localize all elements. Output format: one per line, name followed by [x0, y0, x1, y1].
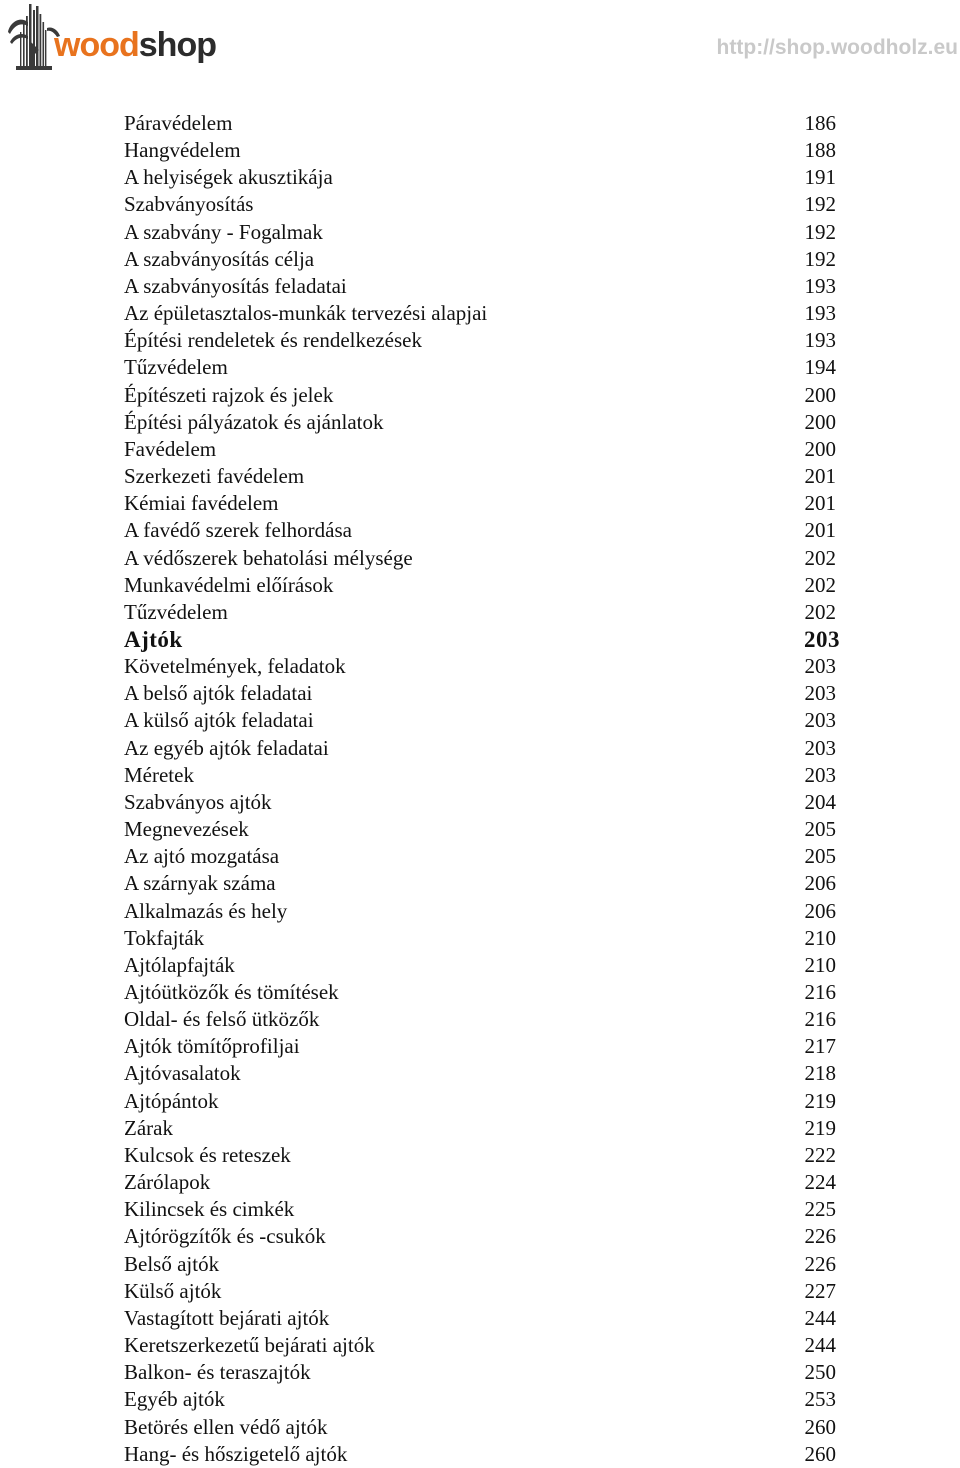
toc-entry-page-number: 203: [804, 654, 836, 679]
toc-entry-title: Építési pályázatok és ajánlatok: [124, 409, 384, 434]
toc-entry-page-number: 210: [804, 952, 836, 977]
toc-entry-page-number: 203: [804, 735, 836, 760]
toc-entry-title: Keretszerkezetű bejárati ajtók: [124, 1333, 375, 1358]
toc-entry[interactable]: [124, 1359, 840, 1386]
toc-section-heading[interactable]: [124, 626, 840, 653]
toc-entry[interactable]: [124, 816, 840, 843]
toc-entry-title: Tűzvédelem: [124, 599, 228, 624]
toc-entry-page-number: 200: [804, 436, 836, 461]
toc-entry-title: Építési rendeletek és rendelkezések: [124, 328, 422, 353]
toc-entry-title: Szerkezeti favédelem: [124, 464, 305, 489]
toc-entry-title: A helyiségek akusztikája: [124, 165, 333, 190]
toc-entry-title: Kulcsok és reteszek: [124, 1142, 291, 1167]
toc-entry-page-number: 200: [804, 409, 836, 434]
toc-entry-page-number: 216: [804, 980, 836, 1004]
toc-entry-title: Ajtólapfajták: [124, 952, 235, 977]
toc-entry-title: A favédő szerek felhordása: [124, 518, 352, 543]
toc-entry[interactable]: [124, 1006, 840, 1033]
toc-entry[interactable]: [124, 1414, 840, 1441]
toc-entry-page-number: 188: [804, 138, 836, 163]
toc-entry-title: Tokfajták: [124, 925, 205, 950]
toc-entry-page-number: 226: [804, 1224, 836, 1249]
toc-entry-title: Favédelem: [124, 436, 217, 461]
toc-entry-page-number: 201: [804, 518, 836, 543]
toc-entry[interactable]: [124, 1332, 840, 1359]
toc-entry-page-number: 222: [804, 1142, 836, 1167]
toc-entry-title: Szabványosítás: [124, 192, 254, 217]
toc-entry-page-number: 193: [804, 273, 836, 298]
toc-entry[interactable]: [124, 354, 840, 381]
toc-entry[interactable]: [124, 1386, 840, 1413]
toc-entry[interactable]: [124, 1088, 840, 1115]
toc-entry-title: Hangvédelem: [124, 138, 241, 163]
toc-entry-title: Zárólapok: [124, 1170, 211, 1195]
toc-entry-title: Külső ajtók: [124, 1278, 222, 1303]
toc-entry[interactable]: [124, 707, 840, 734]
toc-entry[interactable]: [124, 409, 840, 436]
toc-entry[interactable]: [124, 925, 840, 952]
toc-entry-title: Balkon- és teraszajtók: [124, 1360, 311, 1385]
toc-entry-title: Egyéb ajtók: [124, 1387, 225, 1412]
toc-entry-page-number: 244: [804, 1305, 836, 1330]
toc-entry[interactable]: [124, 246, 840, 273]
toc-entry-page-number: 200: [804, 382, 836, 407]
logo-wordmark: [54, 28, 216, 62]
toc-entry-page-number: 204: [804, 789, 836, 814]
toc-entry-page-number: 193: [804, 328, 836, 353]
toc-entry[interactable]: [124, 680, 840, 707]
toc-entry-page-number: 219: [804, 1088, 836, 1113]
toc-entry[interactable]: [124, 653, 840, 680]
toc-entry[interactable]: [124, 1115, 840, 1142]
toc-entry-page-number: 192: [804, 192, 836, 217]
toc-entry-page-number: 201: [804, 464, 836, 489]
logo-wood-text: wood: [54, 26, 139, 64]
toc-entry-page-number: 205: [804, 844, 836, 869]
toc-entry-title: A szabványosítás feladatai: [124, 273, 347, 298]
toc-entry-page-number: 227: [804, 1278, 836, 1303]
toc-entry-page-number: 202: [804, 545, 836, 570]
toc-entry[interactable]: [124, 382, 840, 409]
toc-entry-title: A védőszerek behatolási mélysége: [124, 545, 413, 570]
toc-entry-title: A szárnyak száma: [124, 871, 276, 896]
toc-entry-page-number: 203: [804, 708, 836, 733]
toc-entry-title: Ajtók: [124, 626, 183, 652]
toc-entry-title: Az épületasztalos-munkák tervezési alapjai: [124, 301, 488, 326]
toc-entry-title: Ajtórögzítők és -csukók: [124, 1224, 326, 1249]
toc-entry[interactable]: [124, 1060, 840, 1087]
toc-entry[interactable]: [124, 1033, 840, 1060]
toc-entry-title: Ajtóütközők és tömítések: [124, 980, 339, 1004]
toc-entry[interactable]: [124, 137, 840, 164]
toc-entry[interactable]: [124, 789, 840, 816]
toc-entry-title: Szabványos ajtók: [124, 789, 272, 814]
toc-entry-title: Ajtók tömítőprofiljai: [124, 1034, 300, 1059]
toc-entry-page-number: 225: [804, 1197, 836, 1222]
toc-entry-title: A belső ajtók feladatai: [124, 681, 313, 706]
toc-entry-page-number: 224: [804, 1170, 836, 1195]
toc-entry-title: Követelmények, feladatok: [124, 654, 346, 679]
toc-entry-page-number: 218: [804, 1061, 836, 1086]
toc-entry-title: Kémiai favédelem: [124, 491, 279, 516]
toc-entry-title: Méretek: [124, 762, 194, 787]
toc-entry-title: Zárak: [124, 1115, 173, 1140]
toc-entry[interactable]: [124, 1142, 840, 1169]
toc-entry-title: Megnevezések: [124, 817, 249, 842]
toc-entry[interactable]: [124, 436, 840, 463]
toc-entry-page-number: 201: [804, 491, 836, 516]
woodshop-logo[interactable]: [2, 2, 216, 74]
toc-entry[interactable]: [124, 300, 840, 327]
toc-entry-title: Belső ajtók: [124, 1251, 220, 1276]
toc-entry[interactable]: [124, 870, 840, 897]
toc-entry-title: Az egyéb ajtók feladatai: [124, 735, 329, 760]
toc-entry[interactable]: [124, 1223, 840, 1250]
toc-entry-page-number: 202: [804, 572, 836, 597]
toc-entry-page-number: 202: [804, 599, 836, 624]
toc-entry-title: A szabványosítás célja: [124, 246, 315, 271]
toc-entry-page-number: 253: [804, 1387, 836, 1412]
toc-entry-page-number: 219: [804, 1115, 836, 1140]
toc-entry[interactable]: [124, 762, 840, 789]
toc-entry-title: Hang- és hőszigetelő ajtók: [124, 1441, 348, 1466]
toc-entry-page-number: 217: [804, 1034, 836, 1059]
toc-entry-title: Páravédelem: [124, 111, 233, 135]
toc-entry-page-number: 216: [804, 1007, 836, 1032]
toc-entry-page-number: 260: [804, 1441, 836, 1466]
toc-entry[interactable]: [124, 1196, 840, 1223]
toc-entry-page-number: 250: [804, 1360, 836, 1385]
toc-entry-title: Az ajtó mozgatása: [124, 844, 280, 869]
toc-entry-page-number: 210: [804, 925, 836, 950]
toc-entry-page-number: 194: [804, 355, 836, 380]
toc-entry[interactable]: [124, 1441, 840, 1468]
toc-entry-page-number: 186: [804, 111, 836, 135]
toc-entry[interactable]: [124, 843, 840, 870]
table-of-contents: [124, 110, 840, 1468]
site-url-link[interactable]: http://shop.woodholz.eu: [716, 36, 958, 59]
toc-entry[interactable]: [124, 273, 840, 300]
toc-entry-page-number: 244: [804, 1333, 836, 1358]
toc-entry[interactable]: [124, 1169, 840, 1196]
toc-entry-title: A szabvány - Fogalmak: [124, 219, 323, 244]
toc-entry[interactable]: [124, 572, 840, 599]
toc-entry-title: Tűzvédelem: [124, 355, 228, 380]
toc-entry[interactable]: [124, 164, 840, 191]
toc-entry[interactable]: [124, 735, 840, 762]
toc-entry-page-number: 192: [804, 219, 836, 244]
toc-entry[interactable]: [124, 490, 840, 517]
toc-entry-page-number: 191: [804, 165, 836, 190]
toc-entry[interactable]: [124, 219, 840, 246]
toc-entry-title: Munkavédelmi előírások: [124, 572, 334, 597]
toc-entry-title: Alkalmazás és hely: [124, 898, 288, 923]
toc-entry-page-number: 193: [804, 301, 836, 326]
toc-entry-page-number: 206: [804, 871, 836, 896]
toc-entry-title: Ajtóvasalatok: [124, 1061, 241, 1086]
page-header: [0, 0, 960, 80]
toc-entry[interactable]: [124, 191, 840, 218]
toc-entry-page-number: 260: [804, 1414, 836, 1439]
toc-entry[interactable]: [124, 898, 840, 925]
toc-entry[interactable]: [124, 110, 840, 137]
toc-entry-title: Ajtópántok: [124, 1088, 219, 1113]
toc-entry[interactable]: [124, 952, 840, 979]
toc-entry-page-number: 205: [804, 817, 836, 842]
toc-entry-page-number: 203: [804, 626, 840, 652]
toc-entry[interactable]: [124, 517, 840, 544]
toc-entry[interactable]: [124, 979, 840, 1006]
toc-entry[interactable]: [124, 327, 840, 354]
toc-entry-title: A külső ajtók feladatai: [124, 708, 314, 733]
toc-entry[interactable]: [124, 545, 840, 572]
toc-entry-page-number: 203: [804, 681, 836, 706]
toc-entry-title: Építészeti rajzok és jelek: [124, 382, 334, 407]
toc-entry[interactable]: [124, 1251, 840, 1278]
toc-entry[interactable]: [124, 599, 840, 626]
logo-shop-text: shop: [138, 26, 216, 64]
toc-entry[interactable]: [124, 1305, 840, 1332]
toc-entry-page-number: 192: [804, 246, 836, 271]
toc-entry-title: Vastagított bejárati ajtók: [124, 1305, 330, 1330]
toc-entry[interactable]: [124, 1278, 840, 1305]
toc-entry-page-number: 226: [804, 1251, 836, 1276]
toc-entry-title: Betörés ellen védő ajtók: [124, 1414, 328, 1439]
toc-entry[interactable]: [124, 463, 840, 490]
toc-entry-page-number: 206: [804, 898, 836, 923]
toc-entry-title: Kilincsek és cimkék: [124, 1197, 295, 1222]
toc-entry-page-number: 203: [804, 762, 836, 787]
toc-entry-title: Oldal- és felső ütközők: [124, 1007, 320, 1032]
